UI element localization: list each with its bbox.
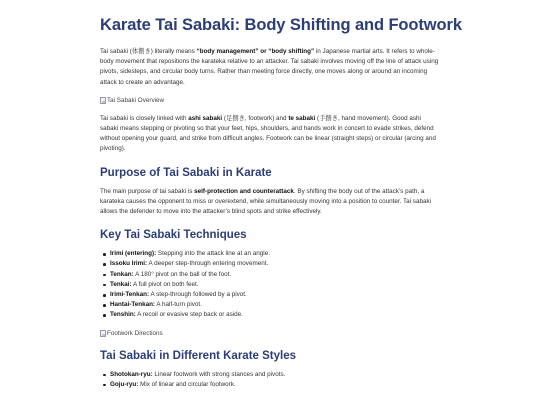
text-span: Tai sabaki is closely linked with	[100, 114, 189, 122]
list-item	[110, 370, 440, 380]
list-item-term: Irimi (entering):	[110, 250, 157, 258]
list-item	[110, 380, 440, 390]
footwork-directions-image	[100, 329, 440, 338]
text-span: (足捌き, footwork) and	[222, 114, 289, 122]
list-item-term: Tenkai:	[110, 280, 132, 288]
text-span: (手捌き, hand movement). Good ashi sabaki means stepping or pivoting so that your feet, hips, shoulders, and hands work in concert to evade strikes, defend without opening your guard, and strike from difficult angles. Footwork can be linear (straight steps) or circular (arcing and pivoting).	[100, 114, 436, 153]
broken-image-icon	[100, 330, 106, 337]
image-alt-text: Footwork Directions	[107, 329, 163, 337]
list-item-term: Issoku Irimi:	[110, 260, 148, 268]
intro-text-start: Tai sabaki (体捌き) literally means	[100, 48, 197, 55]
list-item	[110, 300, 440, 310]
page-title: Karate Tai Sabaki: Body Shifting and Footwork	[100, 16, 462, 34]
tai-sabaki-overview-image	[100, 96, 440, 105]
section-heading-styles: Tai Sabaki in Different Karate Styles	[100, 349, 296, 362]
list-item	[110, 259, 440, 269]
list-item-term: Irimi-Tenkan:	[110, 291, 150, 299]
list-item-term: Hantai-Tenkan:	[110, 301, 156, 309]
list-item-term: Tenshin:	[110, 311, 136, 319]
section-heading-purpose: Purpose of Tai Sabaki in Karate	[100, 166, 272, 179]
list-item-term: Goju-ryu:	[110, 380, 139, 388]
purpose-paragraph	[100, 187, 440, 218]
list-item	[110, 249, 440, 259]
intro-paragraph	[100, 47, 440, 88]
purpose-emphasis: self-protection and counterattack	[194, 187, 294, 195]
footwork-paragraph	[100, 114, 440, 155]
list-item-desc: A deeper step-through entering movement.	[147, 260, 269, 268]
list-item	[110, 280, 440, 290]
term-te-sabaki: te sabaki	[288, 114, 316, 122]
text-span: The main purpose of tai sabaki is	[100, 187, 195, 195]
intro-text-end: in Japanese martial arts. It refers to whole-body movement that repositions the karateka relative to an attacker. Tai sabaki involves moving off the line of attack using pivots, sidesteps, and circular body turns. Rather than meeting force directly, one moves along or around an incoming attack to create an advantage.	[100, 48, 439, 86]
list-item-desc: A recoil or evasive step back or aside.	[135, 311, 243, 319]
list-item-desc: Mix of linear and circular footwork.	[138, 380, 236, 388]
list-item-desc: A full pivot on both feet.	[131, 280, 199, 288]
list-item-term: Tenkan:	[110, 270, 134, 278]
list-item	[110, 270, 440, 280]
list-item-desc: A step-through followed by a pivot.	[149, 291, 247, 299]
list-item	[110, 310, 440, 320]
text-span: . By shifting the body out of the attack’s path, a karateka causes the opponent to miss or overextend, while simultaneously moving into a position to counter. Tai sabaki allows the defender to move into the attacker’s blind spots and strike effectively.	[100, 187, 432, 216]
broken-image-icon	[100, 97, 106, 104]
intro-emphasis: “body management” or “body shifting”	[196, 48, 315, 55]
list-item-desc: Stepping into the attack line at an angle.	[156, 250, 270, 258]
list-item	[110, 290, 440, 300]
list-item-desc: A 180° pivot on the ball of the foot.	[133, 270, 232, 278]
styles-list	[100, 370, 440, 390]
techniques-list	[100, 249, 440, 320]
list-item-desc: Linear footwork with strong stances and pivots.	[152, 370, 286, 378]
section-heading-techniques: Key Tai Sabaki Techniques	[100, 229, 247, 242]
list-item-desc: A half-turn pivot.	[155, 301, 202, 309]
term-ashi-sabaki: ashi sabaki	[188, 114, 223, 122]
image-alt-text: Tai Sabaki Overview	[107, 96, 165, 104]
list-item-term: Shotokan-ryu:	[110, 370, 153, 378]
